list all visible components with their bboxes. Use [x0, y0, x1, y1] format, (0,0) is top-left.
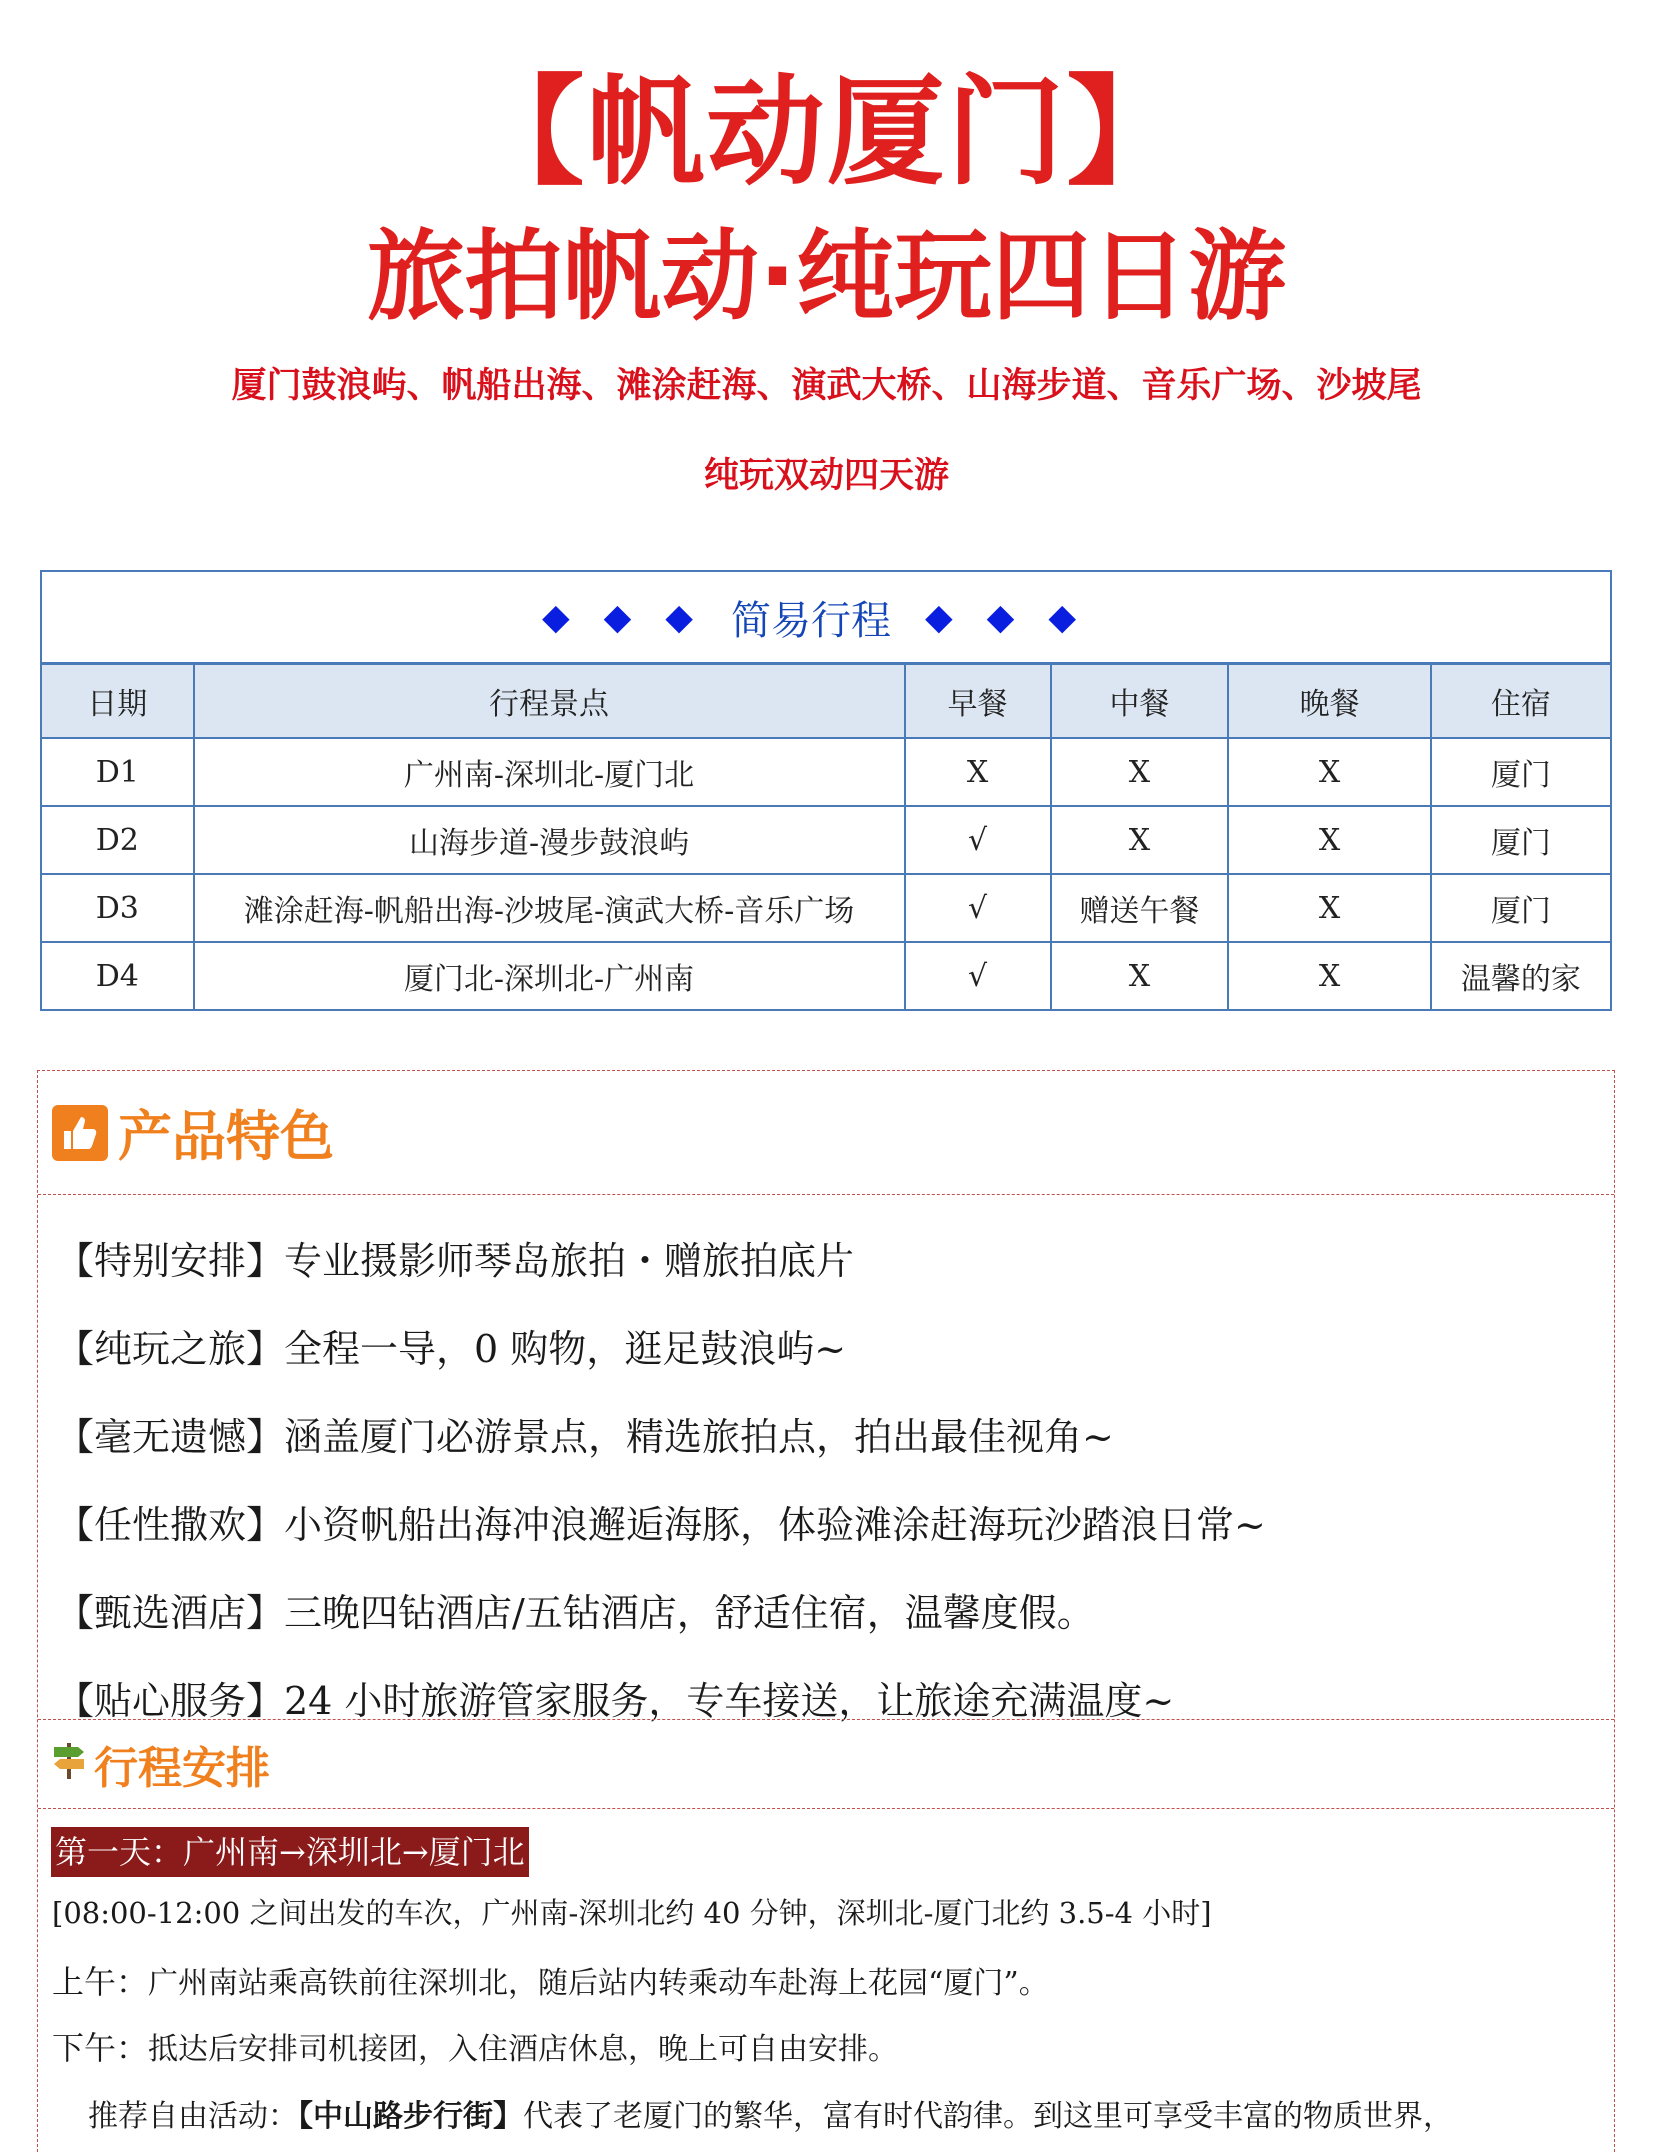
cell-route: 厦门北-深圳北-广州南 [194, 942, 905, 1009]
cell-route: 滩涂赶海-帆船出海-沙坡尾-演武大桥-音乐广场 [194, 874, 905, 942]
recommend-label: 推荐自由活动： [88, 2099, 298, 2134]
page-title: 【帆动厦门】 [466, 63, 1187, 201]
cell-lodging: 厦门 [1431, 806, 1610, 874]
cell-breakfast: √ [905, 942, 1051, 1009]
column-header: 行程景点 [194, 665, 905, 738]
cell-dinner: X [1228, 738, 1431, 806]
signpost-icon [52, 1739, 86, 1789]
day-1-recommendation [88, 2091, 1453, 2135]
simple-schedule-table [40, 570, 1612, 1011]
morning-label: 上午： [52, 1963, 149, 2001]
afternoon-label: 下午： [52, 2029, 149, 2067]
table-header-row [42, 665, 1610, 738]
thumbs-up-icon [52, 1105, 108, 1161]
list-item: 【贴心服务】24 小时旅游管家服务，专车接送，让旅途充满温度~ [56, 1679, 1175, 1723]
table-row [42, 942, 1610, 1009]
cell-lunch: X [1051, 738, 1229, 806]
list-item: 【毫无遗憾】涵盖厦门必游景点，精选旅拍点，拍出最佳视角~ [56, 1415, 1114, 1459]
cell-dinner: X [1228, 942, 1431, 1009]
diamond-icon: ◆◆◆ [541, 596, 727, 638]
tagline-attractions: 厦门鼓浪屿、帆船出海、滩涂赶海、演武大桥、山海步道、音乐广场、沙坡尾 [231, 366, 1422, 406]
list-item: 【特别安排】专业摄影师琴岛旅拍・赠旅拍底片 [56, 1239, 855, 1283]
cell-lunch: X [1051, 806, 1229, 874]
cell-dinner: X [1228, 806, 1431, 874]
cell-lunch: 赠送午餐 [1051, 874, 1229, 942]
morning-text: 广州南站乘高铁前往深圳北，随后站内转乘动车赴海上花园“厦门”。 [148, 1966, 1049, 2001]
cell-day: D4 [42, 942, 194, 1009]
cell-breakfast: √ [905, 806, 1051, 874]
cell-lunch: X [1051, 942, 1229, 1009]
column-header: 住宿 [1431, 665, 1610, 738]
column-header: 晚餐 [1228, 665, 1431, 738]
schedule-title: 简易行程 [731, 597, 891, 644]
table-row [42, 806, 1610, 874]
day-1-morning [52, 1957, 1049, 2003]
day-1-train-note: [08:00-12:00 之间出发的车次，广州南-深圳北约 40 分钟，深圳北-厦门北约 3.5-4 小时] [52, 1896, 1212, 1930]
afternoon-text: 抵达后安排司机接团，入住酒店休息，晚上可自由安排。 [148, 2032, 899, 2067]
schedule-grid [42, 665, 1610, 1009]
table-row [42, 738, 1610, 806]
itinerary-heading [38, 1719, 1614, 1809]
cell-day: D1 [42, 738, 194, 806]
cell-route: 广州南-深圳北-厦门北 [194, 738, 905, 806]
features-heading-label: 产品特色 [118, 1105, 334, 1168]
list-item: 【纯玩之旅】全程一导，0 购物，逛足鼓浪屿~ [56, 1327, 847, 1371]
column-header: 早餐 [905, 665, 1051, 738]
cell-lodging: 厦门 [1431, 874, 1610, 942]
column-header: 日期 [42, 665, 194, 738]
table-row [42, 874, 1610, 942]
features-list [56, 1217, 1266, 1745]
cell-route: 山海步道-漫步鼓浪屿 [194, 806, 905, 874]
column-header: 中餐 [1051, 665, 1229, 738]
itinerary-heading-label: 行程安排 [94, 1743, 270, 1794]
schedule-heading [42, 572, 1610, 665]
cell-day: D3 [42, 874, 194, 942]
page-subtitle: 旅拍帆动·纯玩四日游 [366, 220, 1287, 334]
cell-dinner: X [1228, 874, 1431, 942]
recommend-place: 【中山路步行街】 [298, 2099, 523, 2134]
features-heading [38, 1071, 1614, 1195]
recommend-text: 代表了老厦门的繁华，富有时代韵律。到这里可享受丰富的物质世界， [523, 2099, 1453, 2134]
day-1-afternoon [52, 2023, 898, 2069]
tagline-tour-type: 纯玩双动四天游 [703, 456, 949, 496]
cell-lodging: 温馨的家 [1431, 942, 1610, 1009]
cell-breakfast: √ [905, 874, 1051, 942]
cell-breakfast: X [905, 738, 1051, 806]
list-item: 【任性撒欢】小资帆船出海冲浪邂逅海豚，体验滩涂赶海玩沙踏浪日常~ [56, 1503, 1266, 1547]
cell-day: D2 [42, 806, 194, 874]
list-item: 【甄选酒店】三晚四钻酒店/五钻酒店，舒适住宿，温馨度假。 [56, 1591, 1095, 1635]
product-features-box [37, 1070, 1615, 2152]
diamond-icon: ◆◆◆ [925, 596, 1111, 638]
cell-lodging: 厦门 [1431, 738, 1610, 806]
day-1-title: 第一天：广州南→深圳北→厦门北 [51, 1827, 529, 1877]
